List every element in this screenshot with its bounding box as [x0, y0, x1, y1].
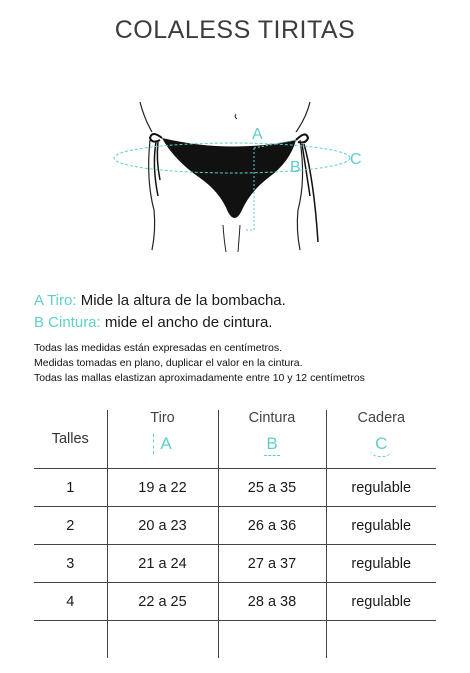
page-title: COLALESS TIRITAS	[114, 16, 356, 44]
cell-cintura: 27 a 37	[218, 545, 326, 583]
cell-tiro	[107, 621, 218, 659]
table-header-row	[34, 410, 436, 469]
cell-tiro: 19 a 22	[107, 469, 218, 507]
table-row	[34, 469, 436, 507]
cell-size: 1	[34, 469, 107, 507]
header-label: Cintura	[248, 410, 296, 426]
cell-size: 3	[34, 545, 107, 583]
header-letter: C	[369, 434, 393, 457]
label-b: B	[290, 159, 301, 176]
header-talles: Talles	[51, 431, 89, 447]
legend-text: Mide la altura de la bombacha.	[76, 292, 286, 309]
cell-cadera: regulable	[326, 507, 436, 545]
note-line: Todas las medidas están expresadas en centímetros.	[34, 342, 283, 354]
cell-size: 4	[34, 583, 107, 621]
note-line: Todas las mallas elastizan aproximadamente entre 10 y 12 centímetros	[34, 372, 365, 384]
measurement-notes	[34, 341, 365, 386]
cell-cadera: regulable	[326, 545, 436, 583]
cell-size: 2	[34, 507, 107, 545]
cell-cintura: 25 a 35	[218, 469, 326, 507]
header-cadera	[326, 410, 436, 469]
cell-tiro: 20 a 23	[107, 507, 218, 545]
table-row	[34, 545, 436, 583]
cell-cintura	[218, 621, 326, 659]
header-label: Tiro	[150, 410, 175, 426]
note-line: Medidas tomadas en plano, duplicar el valor en la cintura.	[34, 357, 303, 369]
size-table	[34, 410, 436, 658]
cell-size	[34, 621, 107, 659]
label-c: C	[350, 151, 362, 168]
table-row	[34, 583, 436, 621]
measurement-legend	[34, 290, 286, 334]
header-label: Cadera	[357, 410, 406, 426]
cell-cadera: regulable	[326, 583, 436, 621]
cell-cadera	[326, 621, 436, 659]
cell-tiro: 21 a 24	[107, 545, 218, 583]
cell-tiro: 22 a 25	[107, 583, 218, 621]
table-row-empty	[34, 621, 436, 659]
legend-item-tiro	[34, 290, 286, 312]
label-a: A	[252, 126, 263, 143]
header-letter: B	[264, 434, 279, 456]
cell-cadera: regulable	[326, 469, 436, 507]
legend-item-cintura	[34, 312, 286, 334]
legend-key: A Tiro:	[34, 292, 77, 309]
table-row	[34, 507, 436, 545]
legend-key: B Cintura:	[34, 314, 101, 331]
cell-cintura: 28 a 38	[218, 583, 326, 621]
bikini-measurement-diagram	[100, 100, 380, 260]
header-tiro	[107, 410, 218, 469]
cell-cintura: 26 a 36	[218, 507, 326, 545]
header-letter: A	[153, 434, 171, 454]
header-cintura	[218, 410, 326, 469]
legend-text: mide el ancho de cintura.	[100, 314, 273, 331]
